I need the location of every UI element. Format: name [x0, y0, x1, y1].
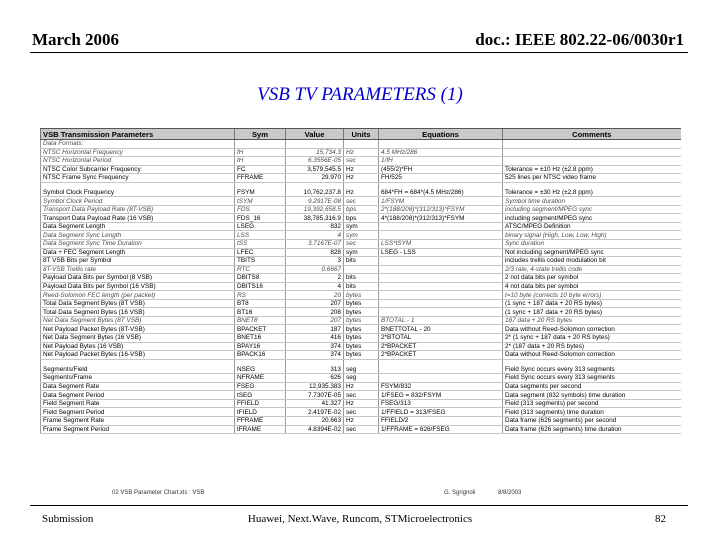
cell-comment: Field Sync occurs every 313 segments — [503, 374, 681, 383]
cell-units: bits — [344, 282, 379, 291]
cell-parameter: Transport Data Payload Rate (16 VSB) — [41, 214, 235, 223]
cell-equation — [379, 282, 503, 291]
cell-comment: Symbol time duration — [503, 197, 681, 206]
table-row — [41, 291, 681, 300]
cell-symbol: tFIELD — [235, 408, 286, 417]
cell-comment: Tolerance = ±10 Hz (±2.8 ppm) — [503, 165, 681, 174]
cell-parameter: Symbol Clock Period — [41, 197, 235, 206]
cell-parameter: Data Segment Sync Time Duration — [41, 240, 235, 249]
cell-units: Hz — [344, 174, 379, 183]
cell-equation — [379, 366, 503, 374]
table-row — [41, 174, 681, 183]
cell-units: bytes — [344, 351, 379, 360]
cell-value: 832 — [286, 222, 344, 231]
cell-units: bytes — [344, 308, 379, 317]
cell-comment: (1 sync + 187 data + 20 RS bytes) — [503, 308, 681, 317]
cell-parameter: Payload Data Bits per Symbol (16 VSB) — [41, 282, 235, 291]
cell-units: sym — [344, 222, 379, 231]
cell-equation: 2*BPACKET — [379, 351, 503, 360]
cell-comment: including segment/MPEG sync — [503, 205, 681, 214]
cell-value: 20 — [286, 291, 344, 300]
cell-value: 10,762,237.8 — [286, 189, 344, 197]
cell-comment: 187 data + 20 RS bytes — [503, 316, 681, 325]
cell-comment: Not including segment/MPEG sync — [503, 248, 681, 257]
table-row — [41, 240, 681, 249]
cell-equation: LSS*tSYM — [379, 240, 503, 249]
cell-units — [344, 265, 379, 274]
cell-comment: t=10 byte (corrects 10 byte errors) — [503, 291, 681, 300]
table-row — [41, 282, 681, 291]
cell-value — [286, 140, 344, 149]
cell-equation: 2*BPACKET — [379, 342, 503, 351]
table-row — [41, 416, 681, 425]
cell-comment: ATSC/MPEG Definition — [503, 222, 681, 231]
cell-equation — [379, 222, 503, 231]
cell-equation: 1/fH — [379, 157, 503, 166]
cell-parameter: Transport Data Payload Rate (8T-VSB) — [41, 205, 235, 214]
cell-units: sec — [344, 197, 379, 206]
cell-comment: (1 sync + 187 data + 20 RS bytes) — [503, 299, 681, 308]
cell-equation: 1/FFRAME = 626/FSEG — [379, 425, 503, 434]
cell-value: 313 — [286, 366, 344, 374]
cell-value: 15,734.3 — [286, 148, 344, 157]
cell-symbol: LFEC — [235, 248, 286, 257]
vsb-parameter-table — [40, 128, 681, 434]
cell-value: 12,935.383 — [286, 382, 344, 391]
table-row — [41, 299, 681, 308]
cell-units: sec — [344, 408, 379, 417]
cell-value: 4 — [286, 231, 344, 240]
table-row — [41, 222, 681, 231]
cell-parameter: Frame Segment Period — [41, 425, 235, 434]
spreadsheet-date: 8/8/2003 — [498, 490, 522, 496]
cell-symbol: BPAY16 — [235, 342, 286, 351]
cell-units: Hz — [344, 416, 379, 425]
cell-comment: 2* (1 sync + 187 data + 20 RS bytes) — [503, 334, 681, 343]
cell-value: 19,392,658.5 — [286, 205, 344, 214]
cell-parameter: NTSC Color Subcarrier Frequency — [41, 165, 235, 174]
cell-comment: Data frame (626 segments) time duration — [503, 425, 681, 434]
cell-value: 29.970 — [286, 174, 344, 183]
cell-equation — [379, 274, 503, 283]
cell-value: 3,579,545.5 — [286, 165, 344, 174]
cell-comment: Data segment (832 symbols) time duration — [503, 391, 681, 400]
cell-symbol: RTC — [235, 265, 286, 274]
cell-value: 374 — [286, 351, 344, 360]
cell-value: 9.2917E-08 — [286, 197, 344, 206]
cell-comment: 2 not data bits per symbol — [503, 274, 681, 283]
cell-equation: (455/2)*FH — [379, 165, 503, 174]
cell-equation — [379, 231, 503, 240]
table-row — [41, 189, 681, 197]
cell-units: bits — [344, 257, 379, 266]
cell-symbol: NSEG — [235, 366, 286, 374]
cell-symbol: FFIELD — [235, 399, 286, 408]
cell-units — [344, 140, 379, 149]
cell-equation — [379, 299, 503, 308]
cell-equation: FH/525 — [379, 174, 503, 183]
cell-parameter: NTSC Horizontal Frequency — [41, 148, 235, 157]
cell-equation: 4*(188/208)*(312/313)*FSYM — [379, 214, 503, 223]
cell-parameter: Field Segment Rate — [41, 399, 235, 408]
cell-parameter: Net Payload Bytes (16 VSB) — [41, 342, 235, 351]
column-header-units: Units — [344, 129, 379, 140]
table-row — [41, 425, 681, 434]
cell-value: 20.663 — [286, 416, 344, 425]
cell-equation: FFIELD/2 — [379, 416, 503, 425]
cell-symbol: FFRAME — [235, 416, 286, 425]
cell-comment: Data segments per second — [503, 382, 681, 391]
cell-parameter: Data Segment Sync Length — [41, 231, 235, 240]
cell-equation: 684*FH = 684*(4.5 MHz/286) — [379, 189, 503, 197]
table-row — [41, 308, 681, 317]
table-row — [41, 391, 681, 400]
cell-parameter: Total Data Segment Bytes (16 VSB) — [41, 308, 235, 317]
column-header-symbol: Sym — [235, 129, 286, 140]
cell-units: sec — [344, 157, 379, 166]
cell-equation — [379, 140, 503, 149]
cell-symbol: tFRAME — [235, 425, 286, 434]
cell-parameter: Data Segment Rate — [41, 382, 235, 391]
page-number: 82 — [655, 513, 666, 525]
cell-comment: Data without Reed-Solomon correction — [503, 325, 681, 334]
column-header-equations: Equations — [379, 129, 503, 140]
cell-units: sec — [344, 425, 379, 434]
cell-value: 187 — [286, 325, 344, 334]
cell-parameter: Payload Data Bits per Symbol (8 VSB) — [41, 274, 235, 283]
cell-symbol: BNET16 — [235, 334, 286, 343]
table-row — [41, 157, 681, 166]
cell-equation: 1/FSYM — [379, 197, 503, 206]
cell-units: bytes — [344, 325, 379, 334]
cell-value: 38,785,316.9 — [286, 214, 344, 223]
cell-units: bytes — [344, 334, 379, 343]
cell-symbol: tSS — [235, 240, 286, 249]
table-row — [41, 197, 681, 206]
cell-equation: 2*(188/208)*(312/313)*FSYM — [379, 205, 503, 214]
spreadsheet-source: 02 VSB Parameter Chart.xls : VSB — [112, 490, 205, 496]
cell-parameter: Reed-Solomon FEC length (per packet) — [41, 291, 235, 300]
header-date: March 2006 — [32, 30, 120, 49]
cell-symbol: RS — [235, 291, 286, 300]
cell-parameter: Data Segment Period — [41, 391, 235, 400]
cell-parameter: Data Segment Length — [41, 222, 235, 231]
cell-equation — [379, 257, 503, 266]
column-header-value: Value — [286, 129, 344, 140]
cell-comment: 2* (187 data + 20 RS bytes) — [503, 342, 681, 351]
cell-comment: 4 not data bits per symbol — [503, 282, 681, 291]
cell-parameter: NTSC Frame Sync Frequency — [41, 174, 235, 183]
cell-comment: 2/3 rate, 4-state trellis code — [503, 265, 681, 274]
cell-parameter: Segments/Field — [41, 366, 235, 374]
cell-value: 4.8394E-02 — [286, 425, 344, 434]
cell-equation — [379, 265, 503, 274]
spreadsheet-footer — [40, 490, 680, 500]
table-row — [41, 248, 681, 257]
cell-comment — [503, 140, 681, 149]
cell-parameter: 8T VSB Bits per Symbol — [41, 257, 235, 266]
cell-units: Hz — [344, 148, 379, 157]
cell-units: seg — [344, 374, 379, 383]
cell-comment: Data without Reed-Solomon correction — [503, 351, 681, 360]
cell-symbol: LSS — [235, 231, 286, 240]
table-row — [41, 342, 681, 351]
table-row — [41, 274, 681, 283]
cell-symbol: FC — [235, 165, 286, 174]
cell-units: bytes — [344, 342, 379, 351]
cell-value: 374 — [286, 342, 344, 351]
cell-symbol: tH — [235, 157, 286, 166]
cell-symbol: fH — [235, 148, 286, 157]
cell-parameter: Frame Segment Rate — [41, 416, 235, 425]
cell-symbol: LSEG — [235, 222, 286, 231]
cell-equation — [379, 308, 503, 317]
cell-value: 4 — [286, 282, 344, 291]
cell-comment: Field (313 segments) time duration — [503, 408, 681, 417]
cell-comment: includes trellis coded modulation bit — [503, 257, 681, 266]
cell-value: 7.7307E-05 — [286, 391, 344, 400]
cell-value: 3 — [286, 257, 344, 266]
table-row — [41, 334, 681, 343]
table-row — [41, 325, 681, 334]
table-body — [41, 140, 681, 434]
table-row — [41, 231, 681, 240]
table-row — [41, 205, 681, 214]
cell-units: bytes — [344, 316, 379, 325]
cell-comment: Field (313 segments) per second — [503, 399, 681, 408]
cell-units: Hz — [344, 165, 379, 174]
cell-symbol: tSYM — [235, 197, 286, 206]
cell-parameter: Net Payload Packet Bytes (16-VSB) — [41, 351, 235, 360]
cell-value: 208 — [286, 308, 344, 317]
cell-comment: Field Sync occurs every 313 segments — [503, 366, 681, 374]
cell-comment: binary signal (High, Low, Low, High) — [503, 231, 681, 240]
cell-symbol: DBITS16 — [235, 282, 286, 291]
cell-units: sec — [344, 240, 379, 249]
column-header-parameter: VSB Transmission Parameters — [41, 129, 235, 140]
cell-parameter: Segments/Frame — [41, 374, 235, 383]
table-row — [41, 316, 681, 325]
cell-equation: 1/FFIELD = 313/FSEG — [379, 408, 503, 417]
table-row — [41, 366, 681, 374]
cell-units: sec — [344, 391, 379, 400]
cell-value: 41.327 — [286, 399, 344, 408]
cell-symbol: BT16 — [235, 308, 286, 317]
cell-comment: Tolerance = ±30 Hz (±2.8 ppm) — [503, 189, 681, 197]
cell-comment — [503, 148, 681, 157]
cell-equation — [379, 291, 503, 300]
cell-symbol: NFRAME — [235, 374, 286, 383]
cell-symbol: FDS — [235, 205, 286, 214]
cell-units: bps — [344, 214, 379, 223]
cell-parameter: Data Formats: — [41, 140, 235, 149]
cell-comment: including segment/MPEG sync — [503, 214, 681, 223]
cell-units: Hz — [344, 399, 379, 408]
cell-equation: BNETTOTAL - 20 — [379, 325, 503, 334]
cell-parameter: Field Segment Period — [41, 408, 235, 417]
cell-parameter: Data + FEC Segment Length — [41, 248, 235, 257]
header-document-id: doc.: IEEE 802.22-06/0030r1 — [475, 30, 684, 49]
cell-equation: 2*BTOTAL — [379, 334, 503, 343]
cell-units: bits — [344, 274, 379, 283]
cell-symbol: TBITS — [235, 257, 286, 266]
cell-value: 3.7167E-07 — [286, 240, 344, 249]
table-row — [41, 148, 681, 157]
cell-units: bytes — [344, 291, 379, 300]
cell-units: seg — [344, 366, 379, 374]
cell-symbol: tSEG — [235, 391, 286, 400]
cell-parameter: Symbol Clock Frequency — [41, 189, 235, 197]
cell-value: 2.4197E-02 — [286, 408, 344, 417]
table-row — [41, 140, 681, 149]
cell-parameter: NTSC Horizontal Period — [41, 157, 235, 166]
cell-symbol: DBITS8 — [235, 274, 286, 283]
cell-equation: LSEG - LSS — [379, 248, 503, 257]
table-header-row — [41, 129, 681, 140]
parameter-spreadsheet — [40, 128, 680, 496]
cell-parameter: Net Data Segment Bytes (16 VSB) — [41, 334, 235, 343]
cell-equation: FSEG/313 — [379, 399, 503, 408]
cell-symbol — [235, 140, 286, 149]
cell-symbol: FSEG — [235, 382, 286, 391]
cell-units: Hz — [344, 189, 379, 197]
cell-value: 0.6667 — [286, 265, 344, 274]
table-row — [41, 408, 681, 417]
table-row — [41, 265, 681, 274]
cell-parameter: 8T-VSB Trellis rate — [41, 265, 235, 274]
cell-symbol: BPACK16 — [235, 351, 286, 360]
table-row — [41, 165, 681, 174]
cell-symbol: BPACKET — [235, 325, 286, 334]
cell-value: 828 — [286, 248, 344, 257]
table-row — [41, 257, 681, 266]
cell-parameter: Net Payload Packet Bytes (8T-VSB) — [41, 325, 235, 334]
cell-equation: BTOTAL - 1 — [379, 316, 503, 325]
cell-value: 626 — [286, 374, 344, 383]
cell-symbol: BT8 — [235, 299, 286, 308]
cell-equation: 4.5 MHz/286 — [379, 148, 503, 157]
slide-title: VSB TV PARAMETERS (1) — [257, 84, 463, 105]
cell-symbol: BNET8 — [235, 316, 286, 325]
cell-value: 2 — [286, 274, 344, 283]
table-row — [41, 374, 681, 383]
cell-units: bps — [344, 205, 379, 214]
cell-equation: 1/FSEG = 832/FSYM — [379, 391, 503, 400]
cell-symbol: FDS_16 — [235, 214, 286, 223]
cell-value: 207 — [286, 316, 344, 325]
table-row — [41, 351, 681, 360]
cell-parameter: Total Data Segment Bytes (8T VSB) — [41, 299, 235, 308]
table-row — [41, 382, 681, 391]
footer-authors: Huawei, Next.Wave, Runcom, STMicroelectronics — [247, 513, 473, 525]
cell-units: sym — [344, 248, 379, 257]
cell-value: 6.3556E-05 — [286, 157, 344, 166]
cell-value: 416 — [286, 334, 344, 343]
cell-parameter: Net Data Segment Bytes (8T VSB) — [41, 316, 235, 325]
cell-comment: 525 lines per NTSC video frame — [503, 174, 681, 183]
cell-units: sym — [344, 231, 379, 240]
cell-comment: Sync duration — [503, 240, 681, 249]
footer-submission: Submission — [42, 513, 94, 525]
spreadsheet-author: G. Sgrignoli — [444, 490, 476, 496]
cell-symbol: FFRAME — [235, 174, 286, 183]
cell-units: Hz — [344, 382, 379, 391]
column-header-comments: Comments — [503, 129, 681, 140]
cell-comment: Data frame (626 segments) per second — [503, 416, 681, 425]
cell-units: bytes — [344, 299, 379, 308]
table-row — [41, 214, 681, 223]
cell-symbol: FSYM — [235, 189, 286, 197]
cell-equation: FSYM/832 — [379, 382, 503, 391]
cell-comment — [503, 157, 681, 166]
footer-rule — [30, 505, 688, 506]
cell-value: 207 — [286, 299, 344, 308]
table-row — [41, 399, 681, 408]
header-rule — [30, 52, 688, 53]
cell-equation — [379, 374, 503, 383]
